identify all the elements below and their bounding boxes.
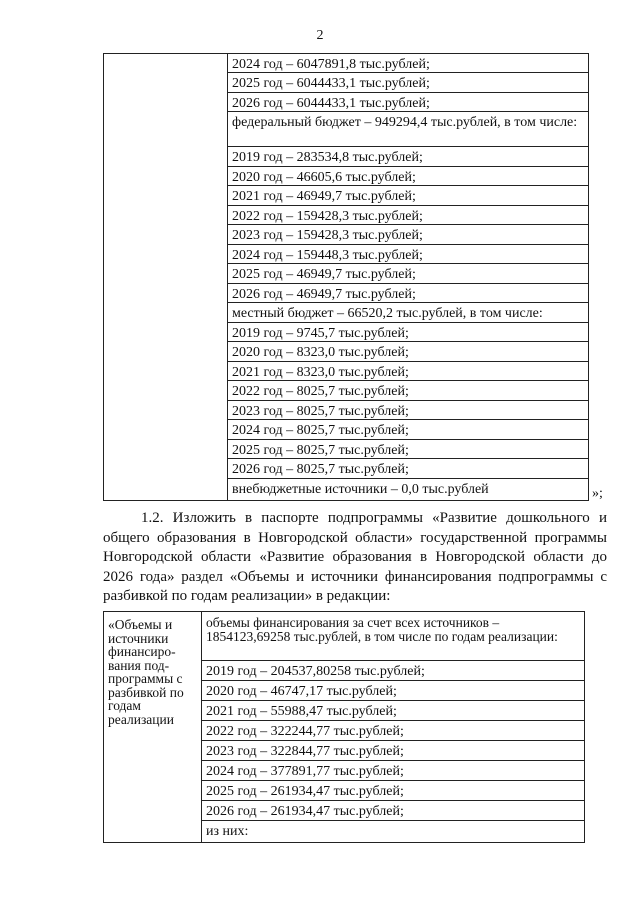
table-row: 2023 год – 159428,3 тыс.рублей; <box>228 225 588 245</box>
page-number: 2 <box>316 28 324 43</box>
closing-quote: »; <box>592 486 603 501</box>
table-row: 2021 год – 8323,0 тыс.рублей; <box>228 362 588 381</box>
table-row: 2020 год – 46605,6 тыс.рублей; <box>228 167 588 186</box>
table-row: 2020 год – 46747,17 тыс.рублей; <box>202 681 584 701</box>
funding-values-column <box>202 612 584 841</box>
table-row: 2026 год – 6044433,1 тыс.рублей; <box>228 93 588 112</box>
table-row: 2022 год – 159428,3 тыс.рублей; <box>228 206 588 225</box>
table-row: 2019 год – 204537,80258 тыс.рублей; <box>202 661 584 681</box>
section-label: «Объемы и источники финансиро-вания под-программы с разбивкой по годам реализации <box>108 617 184 727</box>
table-row: 2023 год – 322844,77 тыс.рублей; <box>202 741 584 761</box>
table-row: 2024 год – 377891,77 тыс.рублей; <box>202 761 584 781</box>
table-row: 2024 год – 159448,3 тыс.рублей; <box>228 245 588 264</box>
table-row: 2019 год – 9745,7 тыс.рублей; <box>228 323 588 342</box>
table-row: 2026 год – 8025,7 тыс.рублей; <box>228 459 588 479</box>
table-row: объемы финансирования за счет всех источников – 1854123,69258 тыс.рублей, в том числе по годам реализации: <box>202 612 584 661</box>
table-row: из них: <box>206 824 249 839</box>
table-row: 2021 год – 46949,7 тыс.рублей; <box>228 186 588 206</box>
table-row: внебюджетные источники – 0,0 тыс.рублей <box>232 482 489 497</box>
funding-table-new <box>103 611 585 843</box>
funding-values-column <box>228 54 588 499</box>
table-row: 2025 год – 8025,7 тыс.рублей; <box>228 440 588 459</box>
table-row: 2024 год – 6047891,8 тыс.рублей; <box>228 54 588 73</box>
table-row: 2025 год – 6044433,1 тыс.рублей; <box>228 73 588 93</box>
amendment-paragraph: 1.2. Изложить в паспорте подпрограммы «Развитие дошкольного и общего образования в Новгородской области» государственной программы Новгородской области «Развитие образования в Новгородской области до 2026 года» раздел «Объемы и источники финансирования подпрограммы с разбивкой по годам реализации» в редакции: <box>103 510 607 604</box>
table-row: 2022 год – 322244,77 тыс.рублей; <box>202 721 584 741</box>
table-row: федеральный бюджет – 949294,4 тыс.рублей, в том числе: <box>228 112 588 147</box>
table-row: 2021 год – 55988,47 тыс.рублей; <box>202 701 584 721</box>
table-row: 2019 год – 283534,8 тыс.рублей; <box>228 147 588 167</box>
table-row: 2024 год – 8025,7 тыс.рублей; <box>228 420 588 440</box>
table-row: 2022 год – 8025,7 тыс.рублей; <box>228 381 588 401</box>
table-row: 2020 год – 8323,0 тыс.рублей; <box>228 342 588 362</box>
table-row: 2026 год – 261934,47 тыс.рублей; <box>202 801 584 821</box>
table-row: 2025 год – 46949,7 тыс.рублей; <box>228 264 588 284</box>
table-row: местный бюджет – 66520,2 тыс.рублей, в том числе: <box>228 303 588 323</box>
funding-table-continued <box>103 53 589 501</box>
table-row: 2025 год – 261934,47 тыс.рублей; <box>202 781 584 801</box>
table-row: 2026 год – 46949,7 тыс.рублей; <box>228 284 588 303</box>
table-row: 2023 год – 8025,7 тыс.рублей; <box>228 401 588 420</box>
